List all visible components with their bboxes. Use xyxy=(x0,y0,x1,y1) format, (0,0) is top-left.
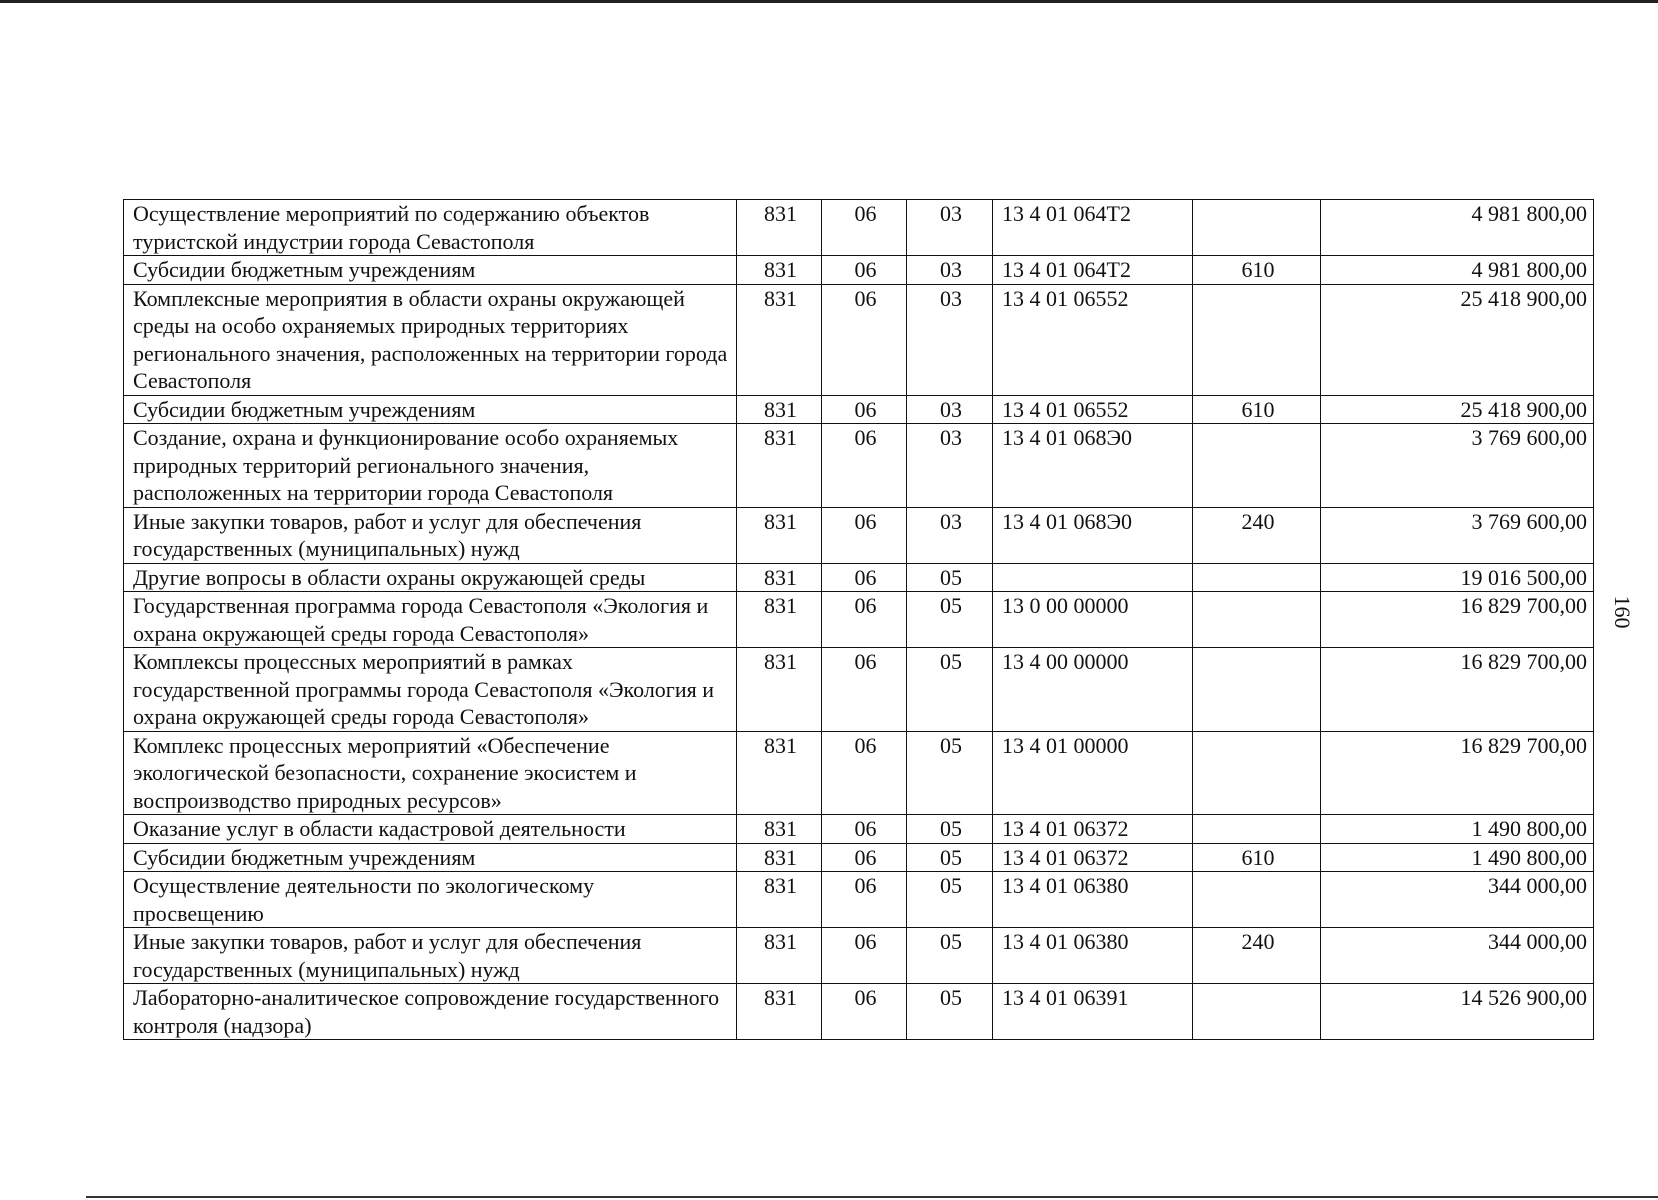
table-row xyxy=(124,592,1594,648)
department-code-cell: 831 xyxy=(737,256,822,285)
budget-table xyxy=(123,199,1594,1040)
section-code-cell: 06 xyxy=(822,563,907,592)
table-row xyxy=(124,815,1594,844)
target-article-cell: 13 4 01 068Э0 xyxy=(993,424,1193,508)
bottom-border-line xyxy=(86,1196,1658,1198)
table-row xyxy=(124,507,1594,563)
subsection-code-cell: 03 xyxy=(907,256,993,285)
top-border-line xyxy=(0,0,1658,3)
section-code-cell: 06 xyxy=(822,592,907,648)
department-code-cell: 831 xyxy=(737,984,822,1040)
amount-cell: 1 490 800,00 xyxy=(1321,815,1594,844)
table-row xyxy=(124,928,1594,984)
item-name-cell: Создание, охрана и функционирование особо охраняемых природных территорий регионального значения, расположенных на территории города Севастополя xyxy=(124,424,737,508)
section-code-cell: 06 xyxy=(822,424,907,508)
item-name-cell: Комплексы процессных мероприятий в рамках государственной программы города Севастополя «Экология и охрана окружающей среды города Севастополя» xyxy=(124,648,737,732)
target-article-cell xyxy=(993,563,1193,592)
page-number: 160 xyxy=(1610,595,1635,629)
item-name-cell: Другие вопросы в области охраны окружающей среды xyxy=(124,563,737,592)
department-code-cell: 831 xyxy=(737,731,822,815)
section-code-cell: 06 xyxy=(822,928,907,984)
target-article-cell: 13 4 01 064Т2 xyxy=(993,256,1193,285)
department-code-cell: 831 xyxy=(737,843,822,872)
expense-type-cell: 240 xyxy=(1193,507,1321,563)
expense-type-cell xyxy=(1193,872,1321,928)
department-code-cell: 831 xyxy=(737,815,822,844)
item-name-cell: Субсидии бюджетным учреждениям xyxy=(124,395,737,424)
section-code-cell: 06 xyxy=(822,843,907,872)
target-article-cell: 13 4 01 00000 xyxy=(993,731,1193,815)
section-code-cell: 06 xyxy=(822,507,907,563)
item-name-cell: Комплекс процессных мероприятий «Обеспечение экологической безопасности, сохранение экосистем и воспроизводство природных ресурсов» xyxy=(124,731,737,815)
subsection-code-cell: 05 xyxy=(907,843,993,872)
target-article-cell: 13 4 00 00000 xyxy=(993,648,1193,732)
expense-type-cell xyxy=(1193,563,1321,592)
section-code-cell: 06 xyxy=(822,395,907,424)
amount-cell: 4 981 800,00 xyxy=(1321,256,1594,285)
expense-type-cell xyxy=(1193,984,1321,1040)
target-article-cell: 13 4 01 06380 xyxy=(993,872,1193,928)
amount-cell: 16 829 700,00 xyxy=(1321,648,1594,732)
target-article-cell: 13 4 01 06391 xyxy=(993,984,1193,1040)
subsection-code-cell: 05 xyxy=(907,731,993,815)
department-code-cell: 831 xyxy=(737,563,822,592)
department-code-cell: 831 xyxy=(737,648,822,732)
subsection-code-cell: 03 xyxy=(907,507,993,563)
expense-type-cell xyxy=(1193,731,1321,815)
target-article-cell: 13 4 01 068Э0 xyxy=(993,507,1193,563)
target-article-cell: 13 4 01 06552 xyxy=(993,395,1193,424)
expense-type-cell xyxy=(1193,815,1321,844)
department-code-cell: 831 xyxy=(737,928,822,984)
item-name-cell: Иные закупки товаров, работ и услуг для обеспечения государственных (муниципальных) нужд xyxy=(124,928,737,984)
table-row xyxy=(124,872,1594,928)
item-name-cell: Комплексные мероприятия в области охраны окружающей среды на особо охраняемых природных территориях регионального значения, расположенных на территории города Севастополя xyxy=(124,284,737,395)
section-code-cell: 06 xyxy=(822,200,907,256)
expense-type-cell: 610 xyxy=(1193,843,1321,872)
amount-cell: 25 418 900,00 xyxy=(1321,284,1594,395)
section-code-cell: 06 xyxy=(822,815,907,844)
table-row xyxy=(124,200,1594,256)
amount-cell: 14 526 900,00 xyxy=(1321,984,1594,1040)
subsection-code-cell: 03 xyxy=(907,395,993,424)
subsection-code-cell: 05 xyxy=(907,648,993,732)
department-code-cell: 831 xyxy=(737,507,822,563)
item-name-cell: Государственная программа города Севастополя «Экология и охрана окружающей среды города Севастополя» xyxy=(124,592,737,648)
table-row xyxy=(124,424,1594,508)
table-row xyxy=(124,284,1594,395)
expense-type-cell: 610 xyxy=(1193,256,1321,285)
amount-cell: 344 000,00 xyxy=(1321,872,1594,928)
amount-cell: 25 418 900,00 xyxy=(1321,395,1594,424)
budget-table-body xyxy=(124,200,1594,1040)
expense-type-cell: 240 xyxy=(1193,928,1321,984)
section-code-cell: 06 xyxy=(822,256,907,285)
amount-cell: 16 829 700,00 xyxy=(1321,592,1594,648)
expense-type-cell xyxy=(1193,200,1321,256)
item-name-cell: Осуществление мероприятий по содержанию объектов туристской индустрии города Севастополя xyxy=(124,200,737,256)
department-code-cell: 831 xyxy=(737,395,822,424)
department-code-cell: 831 xyxy=(737,284,822,395)
target-article-cell: 13 4 01 06372 xyxy=(993,815,1193,844)
amount-cell: 4 981 800,00 xyxy=(1321,200,1594,256)
amount-cell: 344 000,00 xyxy=(1321,928,1594,984)
target-article-cell: 13 0 00 00000 xyxy=(993,592,1193,648)
section-code-cell: 06 xyxy=(822,872,907,928)
section-code-cell: 06 xyxy=(822,984,907,1040)
department-code-cell: 831 xyxy=(737,200,822,256)
expense-type-cell xyxy=(1193,592,1321,648)
amount-cell: 19 016 500,00 xyxy=(1321,563,1594,592)
item-name-cell: Осуществление деятельности по экологическому просвещению xyxy=(124,872,737,928)
subsection-code-cell: 05 xyxy=(907,872,993,928)
department-code-cell: 831 xyxy=(737,872,822,928)
table-row xyxy=(124,843,1594,872)
item-name-cell: Иные закупки товаров, работ и услуг для обеспечения государственных (муниципальных) нужд xyxy=(124,507,737,563)
expense-type-cell xyxy=(1193,284,1321,395)
amount-cell: 3 769 600,00 xyxy=(1321,424,1594,508)
target-article-cell: 13 4 01 064Т2 xyxy=(993,200,1193,256)
target-article-cell: 13 4 01 06380 xyxy=(993,928,1193,984)
target-article-cell: 13 4 01 06552 xyxy=(993,284,1193,395)
amount-cell: 16 829 700,00 xyxy=(1321,731,1594,815)
table-row xyxy=(124,256,1594,285)
subsection-code-cell: 03 xyxy=(907,200,993,256)
section-code-cell: 06 xyxy=(822,284,907,395)
department-code-cell: 831 xyxy=(737,424,822,508)
item-name-cell: Субсидии бюджетным учреждениям xyxy=(124,843,737,872)
subsection-code-cell: 05 xyxy=(907,928,993,984)
table-row xyxy=(124,563,1594,592)
table-row xyxy=(124,731,1594,815)
item-name-cell: Оказание услуг в области кадастровой деятельности xyxy=(124,815,737,844)
section-code-cell: 06 xyxy=(822,648,907,732)
subsection-code-cell: 05 xyxy=(907,563,993,592)
expense-type-cell xyxy=(1193,424,1321,508)
subsection-code-cell: 03 xyxy=(907,284,993,395)
expense-type-cell xyxy=(1193,648,1321,732)
table-row xyxy=(124,395,1594,424)
item-name-cell: Лабораторно-аналитическое сопровождение государственного контроля (надзора) xyxy=(124,984,737,1040)
item-name-cell: Субсидии бюджетным учреждениям xyxy=(124,256,737,285)
department-code-cell: 831 xyxy=(737,592,822,648)
amount-cell: 3 769 600,00 xyxy=(1321,507,1594,563)
subsection-code-cell: 03 xyxy=(907,424,993,508)
subsection-code-cell: 05 xyxy=(907,592,993,648)
subsection-code-cell: 05 xyxy=(907,815,993,844)
subsection-code-cell: 05 xyxy=(907,984,993,1040)
table-row xyxy=(124,984,1594,1040)
table-row xyxy=(124,648,1594,732)
section-code-cell: 06 xyxy=(822,731,907,815)
target-article-cell: 13 4 01 06372 xyxy=(993,843,1193,872)
expense-type-cell: 610 xyxy=(1193,395,1321,424)
amount-cell: 1 490 800,00 xyxy=(1321,843,1594,872)
